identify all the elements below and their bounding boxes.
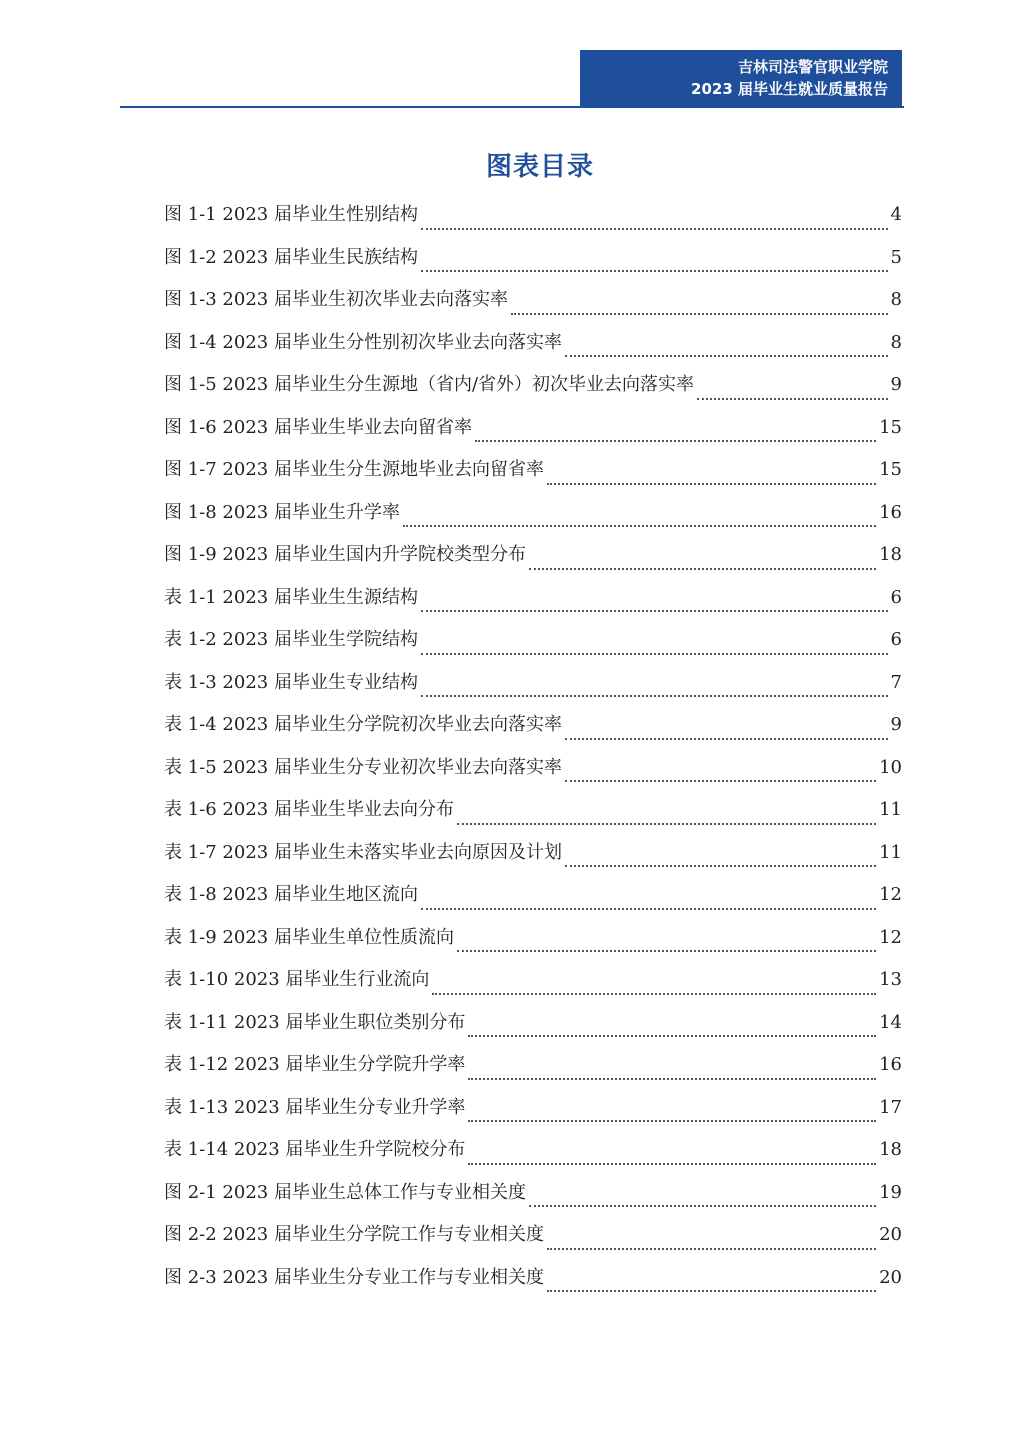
- dot-leader: [475, 439, 876, 442]
- toc-entry[interactable]: [164, 1093, 902, 1136]
- toc-entry-label: 表 1-1 2023 届毕业生生源结构: [164, 586, 418, 608]
- toc-entry-page-number: 13: [879, 969, 902, 990]
- toc-entry-page-number: 20: [879, 1224, 902, 1245]
- report-header-banner: [580, 50, 902, 106]
- toc-entry-label: 表 1-10 2023 届毕业生行业流向: [164, 969, 430, 990]
- toc-entry[interactable]: [164, 413, 902, 456]
- toc-entry-label: 表 1-2 2023 届毕业生学院结构: [164, 629, 418, 650]
- toc-entry[interactable]: [164, 1263, 902, 1306]
- dot-leader: [697, 397, 888, 400]
- toc-entry[interactable]: [164, 1008, 902, 1051]
- toc-entry-label: 图 1-3 2023 届毕业生初次毕业去向落实率: [164, 289, 508, 310]
- dot-leader: [565, 864, 876, 867]
- toc-entry-label: 图 1-9 2023 届毕业生国内升学院校类型分布: [164, 544, 526, 565]
- toc-entry[interactable]: [164, 1178, 902, 1221]
- toc-entry-label: 表 1-9 2023 届毕业生单位性质流向: [164, 926, 454, 948]
- dot-leader: [457, 949, 876, 952]
- toc-entry-label: 图 2-3 2023 届毕业生分专业工作与专业相关度: [164, 1266, 544, 1288]
- dot-leader: [468, 1119, 876, 1122]
- toc-entry[interactable]: [164, 625, 902, 668]
- dot-leader: [421, 694, 888, 697]
- page-title: 图表目录: [485, 152, 594, 182]
- toc-entry-page-number: 6: [890, 629, 902, 650]
- toc-entry-label: 图 1-6 2023 届毕业生毕业去向留省率: [164, 416, 472, 438]
- toc-entry-label: 图 1-5 2023 届毕业生分生源地（省内/省外）初次毕业去向落实率: [164, 374, 695, 395]
- table-of-figures: [164, 200, 902, 1305]
- dot-leader: [421, 907, 876, 910]
- dot-leader: [547, 1289, 876, 1292]
- toc-entry-page-number: 15: [879, 416, 902, 438]
- dot-leader: [421, 227, 888, 230]
- toc-entry-page-number: 12: [879, 926, 902, 948]
- toc-entry[interactable]: [164, 1220, 902, 1263]
- toc-entry[interactable]: [164, 200, 902, 243]
- toc-entry-page-number: 4: [890, 204, 902, 225]
- toc-entry-page-number: 11: [879, 841, 902, 863]
- dot-leader: [565, 779, 876, 782]
- toc-entry[interactable]: [164, 795, 902, 838]
- toc-entry[interactable]: [164, 753, 902, 796]
- dot-leader: [468, 1034, 876, 1037]
- toc-entry-label: 图 1-8 2023 届毕业生升学率: [164, 501, 400, 523]
- toc-entry-page-number: 20: [879, 1266, 902, 1288]
- dot-leader: [565, 737, 888, 740]
- toc-entry-page-number: 9: [890, 714, 902, 735]
- dot-leader: [565, 354, 888, 357]
- toc-entry-label: 图 2-1 2023 届毕业生总体工作与专业相关度: [164, 1181, 526, 1203]
- toc-entry-page-number: 18: [879, 1139, 902, 1160]
- dot-leader: [547, 482, 876, 485]
- toc-entry-label: 表 1-8 2023 届毕业生地区流向: [164, 884, 418, 905]
- toc-entry-label: 表 1-3 2023 届毕业生专业结构: [164, 671, 418, 693]
- dot-leader: [432, 992, 876, 995]
- toc-entry[interactable]: [164, 370, 902, 413]
- toc-entry-label: 图 2-2 2023 届毕业生分学院工作与专业相关度: [164, 1224, 544, 1245]
- toc-entry[interactable]: [164, 880, 902, 923]
- toc-entry-page-number: 11: [879, 799, 902, 820]
- toc-entry-page-number: 16: [879, 501, 902, 523]
- dot-leader: [403, 524, 876, 527]
- toc-entry-page-number: 12: [879, 884, 902, 905]
- dot-leader: [529, 1204, 876, 1207]
- toc-entry-label: 表 1-14 2023 届毕业生升学院校分布: [164, 1139, 466, 1160]
- toc-entry-label: 表 1-13 2023 届毕业生分专业升学率: [164, 1096, 466, 1118]
- toc-entry[interactable]: [164, 965, 902, 1008]
- dot-leader: [421, 652, 888, 655]
- toc-entry-label: 表 1-11 2023 届毕业生职位类别分布: [164, 1011, 466, 1033]
- toc-entry-label: 表 1-6 2023 届毕业生毕业去向分布: [164, 799, 454, 820]
- dot-leader: [547, 1247, 876, 1250]
- toc-entry-page-number: 9: [890, 374, 902, 395]
- toc-entry-page-number: 17: [879, 1096, 902, 1118]
- toc-entry-page-number: 5: [890, 246, 902, 268]
- dot-leader: [421, 609, 888, 612]
- toc-entry-page-number: 18: [879, 544, 902, 565]
- toc-entry[interactable]: [164, 923, 902, 966]
- toc-entry-page-number: 8: [890, 289, 902, 310]
- toc-entry[interactable]: [164, 710, 902, 753]
- toc-entry-page-number: 10: [879, 756, 902, 778]
- toc-entry[interactable]: [164, 328, 902, 371]
- dot-leader: [468, 1162, 876, 1165]
- toc-entry[interactable]: [164, 455, 902, 498]
- toc-entry-label: 图 1-1 2023 届毕业生性别结构: [164, 204, 418, 225]
- header-institution: 吉林司法警官职业学院: [737, 58, 888, 76]
- toc-entry-label: 表 1-12 2023 届毕业生分学院升学率: [164, 1054, 466, 1075]
- toc-entry-page-number: 8: [890, 331, 902, 353]
- dot-leader: [421, 269, 888, 272]
- toc-entry[interactable]: [164, 1050, 902, 1093]
- toc-entry-label: 图 1-4 2023 届毕业生分性别初次毕业去向落实率: [164, 331, 562, 353]
- dot-leader: [468, 1077, 876, 1080]
- toc-entry[interactable]: [164, 1135, 902, 1178]
- toc-entry-page-number: 19: [879, 1181, 902, 1203]
- toc-entry[interactable]: [164, 498, 902, 541]
- toc-entry[interactable]: [164, 668, 902, 711]
- header-rule: [120, 106, 904, 108]
- toc-entry-page-number: 7: [890, 671, 902, 693]
- toc-entry-page-number: 14: [879, 1011, 902, 1033]
- toc-entry-label: 表 1-5 2023 届毕业生分专业初次毕业去向落实率: [164, 756, 562, 778]
- toc-entry[interactable]: [164, 285, 902, 328]
- toc-entry-label: 表 1-7 2023 届毕业生未落实毕业去向原因及计划: [164, 841, 562, 863]
- toc-entry[interactable]: [164, 583, 902, 626]
- dot-leader: [457, 822, 876, 825]
- dot-leader: [529, 567, 876, 570]
- toc-entry-label: 表 1-4 2023 届毕业生分学院初次毕业去向落实率: [164, 714, 562, 735]
- toc-entry-page-number: 6: [890, 586, 902, 608]
- toc-entry-page-number: 16: [879, 1054, 902, 1075]
- toc-entry-label: 图 1-7 2023 届毕业生分生源地毕业去向留省率: [164, 459, 544, 480]
- dot-leader: [511, 312, 888, 315]
- toc-entry[interactable]: [164, 540, 902, 583]
- toc-entry-label: 图 1-2 2023 届毕业生民族结构: [164, 246, 418, 268]
- toc-entry[interactable]: [164, 838, 902, 881]
- header-report-title: 2023 届毕业生就业质量报告: [691, 80, 888, 98]
- toc-entry-page-number: 15: [879, 459, 902, 480]
- toc-entry[interactable]: [164, 243, 902, 286]
